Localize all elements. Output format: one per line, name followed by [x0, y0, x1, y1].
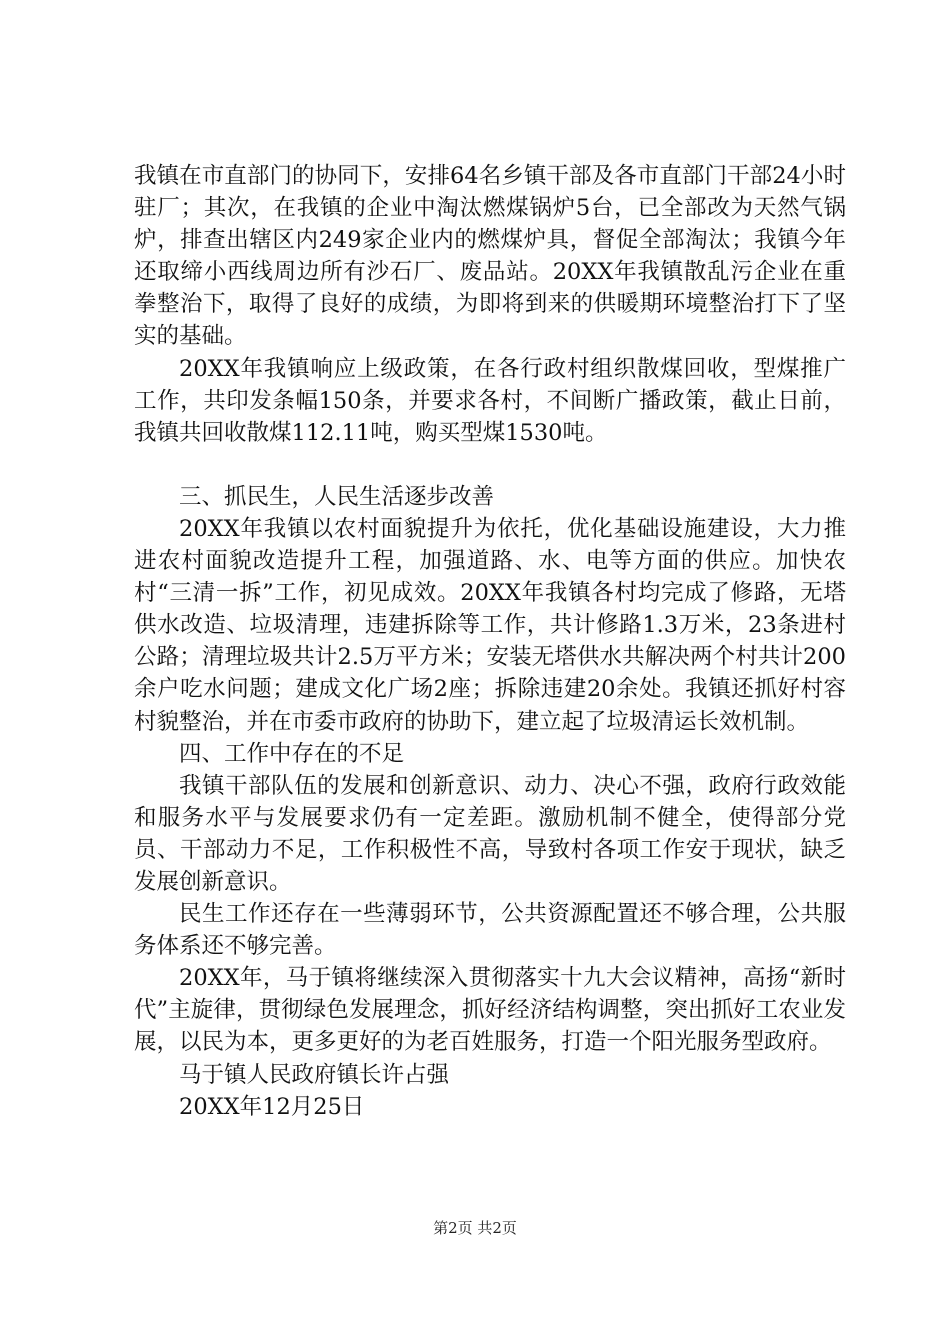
paragraph-cadre-issues: 我镇干部队伍的发展和创新意识、动力、决心不强，政府行政效能和服务水平与发展要求仍有一定差距。激励机制不健全，使得部分党员、干部动力不足，工作积极性不高，导致村各项工作安于现状，缺乏发展创新意识。 — [134, 772, 846, 895]
section-heading-shortcomings: 四、工作中存在的不足 — [179, 740, 405, 767]
paragraph-coal-recovery: 20XX年我镇响应上级政策，在各行政村组织散煤回收，型煤推广工作，共印发条幅150条，并要求各村，不间断广播政策，截止日前，我镇共回收散煤112.11吨，购买型煤1530吨。 — [134, 355, 846, 446]
paragraph-future-plan: 20XX年，马于镇将继续深入贯彻落实十九大会议精神，高扬“新时代”主旋律，贯彻绿色发展理念，抓好经济结构调整，突出抓好工农业发展，以民为本，更多更好的为老百姓服务，打造一个阳光服务型政府。 — [134, 965, 846, 1056]
signature-date: 20XX年12月25日 — [179, 1093, 365, 1120]
paragraph-public-services: 民生工作还存在一些薄弱环节，公共资源配置还不够合理，公共服务体系还不够完善。 — [134, 901, 846, 960]
signature-author: 马于镇人民政府镇长许占强 — [179, 1061, 450, 1088]
section-heading-livelihood: 三、抓民生，人民生活逐步改善 — [179, 483, 495, 510]
page-number-footer: 第2页 共2页 — [433, 1219, 517, 1237]
paragraph-enterprise-rectification: 我镇在市直部门的协同下，安排64名乡镇干部及各市直部门干部24小时驻厂；其次，在我镇的企业中淘汰燃煤锅炉5台，已全部改为天然气锅炉，排查出辖区内249家企业内的燃煤炉具，督促全部淘汰；我镇今年还取缔小西线周边所有沙石厂、废品站。20XX年我镇散乱污企业在重拳整治下，取得了良好的成绩，为即将到来的供暖期环境整治打下了坚实的基础。 — [134, 163, 846, 350]
document-body — [134, 160, 846, 1123]
paragraph-spacer — [134, 449, 846, 481]
paragraph-rural-improvement: 20XX年我镇以农村面貌提升为依托，优化基础设施建设，大力推进农村面貌改造提升工程，加强道路、水、电等方面的供应。加快农村“三清一拆”工作，初见成效。20XX年我镇各村均完成了修路，无塔供水改造、垃圾清理，违建拆除等工作，共计修路1.3万米，23条进村公路；清理垃圾共计2.5万平方米；安装无塔供水共解决两个村共计200余户吃水问题；建成文化广场2座；拆除违建20余处。我镇还抓好村容村貌整治，并在市委市政府的协助下，建立起了垃圾清运长效机制。 — [134, 515, 846, 735]
